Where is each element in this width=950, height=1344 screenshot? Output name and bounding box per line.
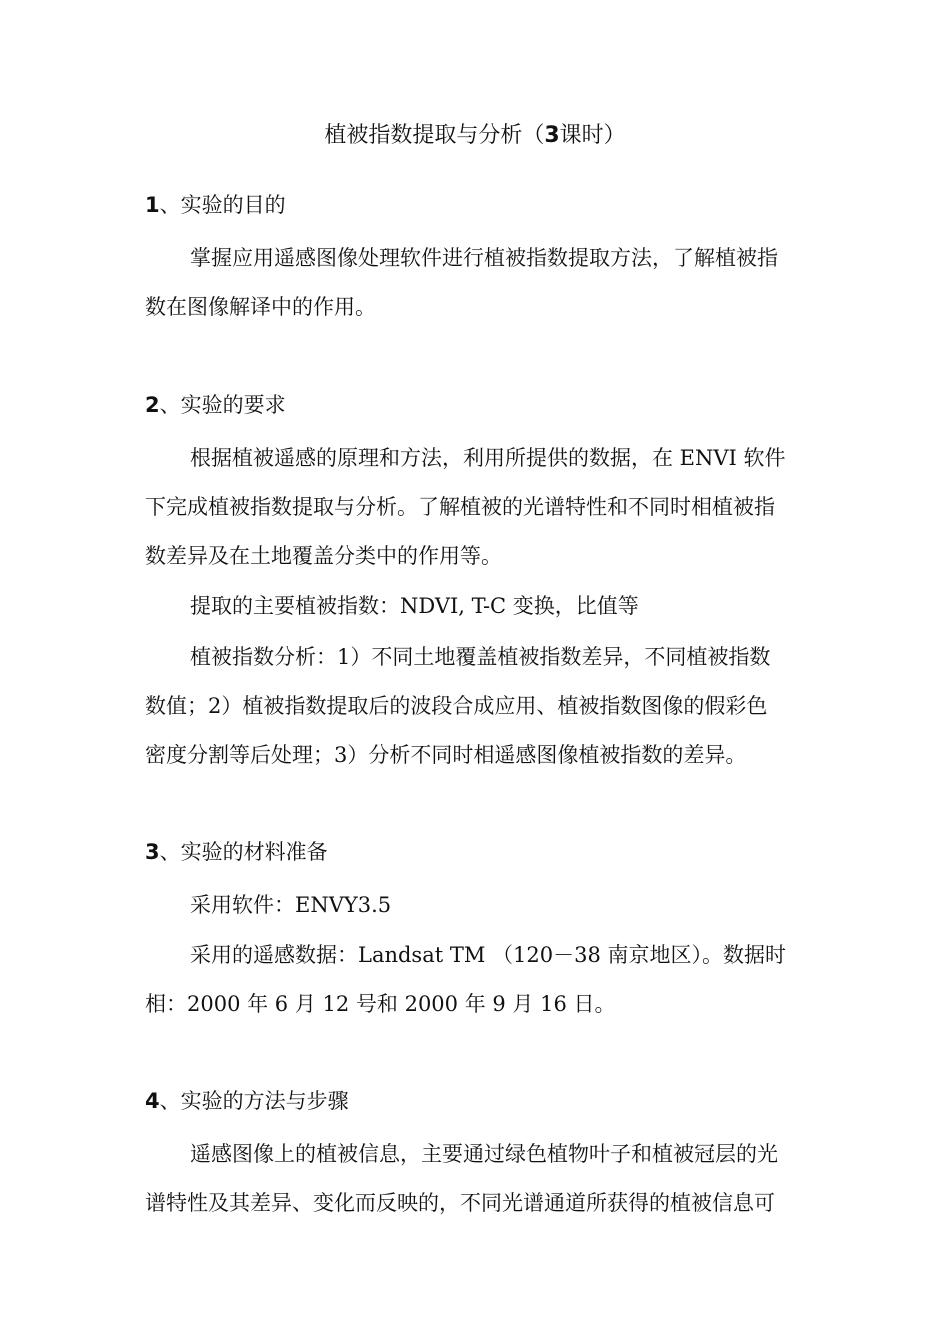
title-suffix: 课时） — [559, 123, 626, 148]
section-heading-text: 、实验的材料准备 — [159, 840, 328, 864]
section-3-heading — [145, 835, 328, 869]
paragraph-line: 采用软件：ENVY3.5 — [190, 893, 392, 917]
section-number: 3 — [145, 840, 160, 864]
document-title — [0, 118, 950, 154]
paragraph-line: 根据植被遥感的原理和方法，利用所提供的数据，在 ENVI 软件 — [190, 446, 786, 470]
section-heading-text: 、实验的要求 — [159, 393, 286, 417]
title-number: 3 — [544, 123, 560, 148]
paragraph-line: 下完成植被指数提取与分析。了解植被的光谱特性和不同时相植被指 — [145, 495, 775, 519]
section-2-heading — [145, 388, 286, 422]
section-heading-text: 、实验的方法与步骤 — [159, 1089, 349, 1113]
section-1-heading — [145, 188, 286, 222]
section-heading-text: 、实验的目的 — [159, 193, 286, 217]
paragraph-line: 遥感图像上的植被信息，主要通过绿色植物叶子和植被冠层的光 — [190, 1142, 778, 1166]
paragraph-line: 密度分割等后处理；3）分析不同时相遥感图像植被指数的差异。 — [145, 743, 747, 767]
paragraph-line: 掌握应用遥感图像处理软件进行植被指数提取方法，了解植被指 — [190, 246, 778, 270]
paragraph-line: 数在图像解译中的作用。 — [145, 295, 376, 319]
section-4-heading — [145, 1084, 349, 1118]
paragraph-line: 数差异及在土地覆盖分类中的作用等。 — [145, 544, 502, 568]
paragraph-line: 数值；2）植被指数提取后的波段合成应用、植被指数图像的假彩色 — [145, 694, 768, 718]
section-number: 1 — [145, 193, 160, 217]
section-number: 2 — [145, 393, 160, 417]
paragraph-line: 植被指数分析：1）不同土地覆盖植被指数差异，不同植被指数 — [190, 645, 771, 669]
paragraph-line: 采用的遥感数据：Landsat TM （120－38 南京地区）。数据时 — [190, 943, 787, 967]
title-prefix: 植被指数提取与分析（ — [324, 123, 545, 148]
paragraph-line: 谱特性及其差异、变化而反映的，不同光谱通道所获得的植被信息可 — [145, 1191, 775, 1215]
section-number: 4 — [145, 1089, 160, 1113]
paragraph-line: 相：2000 年 6 月 12 号和 2000 年 9 月 16 日。 — [145, 992, 616, 1016]
paragraph-line: 提取的主要植被指数：NDVI, T-C 变换，比值等 — [190, 594, 639, 618]
